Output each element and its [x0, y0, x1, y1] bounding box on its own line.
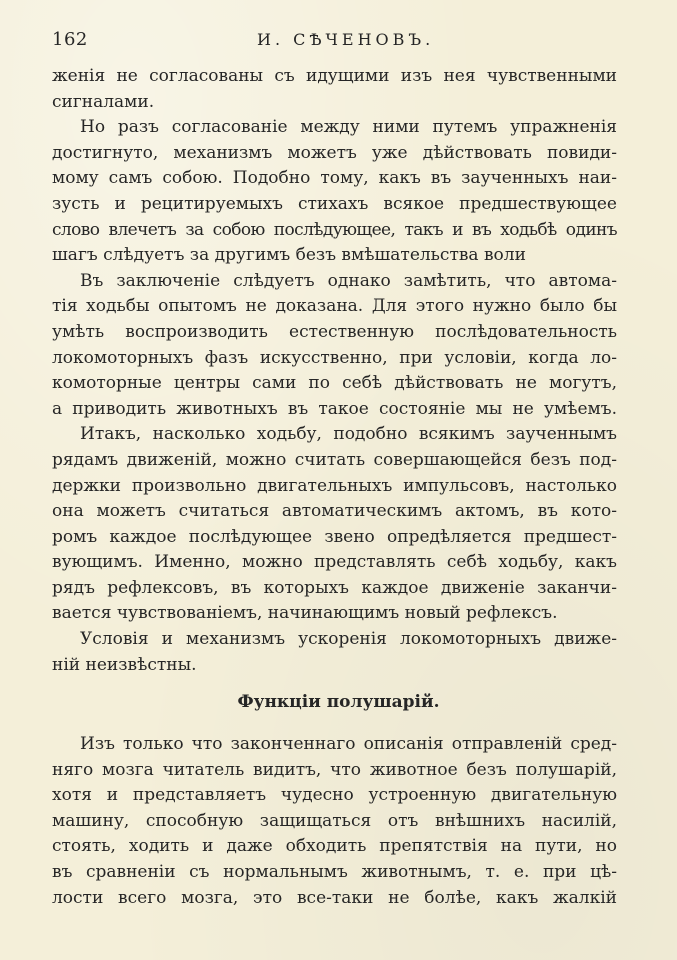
text-line: стоять, ходить и даже обходить препятствія на пути, но — [52, 836, 617, 857]
paragraph — [52, 269, 617, 423]
paragraph — [52, 627, 617, 678]
paragraph — [52, 115, 617, 269]
text-line: вается чувствованіемъ, начинающимъ новый рефлексъ. — [52, 603, 558, 624]
section-text — [52, 732, 617, 911]
main-text — [52, 64, 617, 678]
text-line: вующимъ. Именно, можно представлять себѣ ходьбу, какъ — [52, 552, 617, 573]
paragraph — [52, 64, 617, 115]
page-header — [52, 26, 617, 54]
text-line: Условія и механизмъ ускоренія локомоторныхъ движе- — [80, 629, 617, 650]
paragraph — [52, 422, 617, 627]
text-line: женія не согласованы съ идущими изъ нея чувственными — [52, 66, 617, 86]
text-line: рядамъ движеній, можно считать совершающейся безъ под- — [52, 449, 617, 470]
text-line: машину, способную защищаться отъ внѣшнихъ насилій, — [52, 810, 617, 831]
text-line: Изъ только что законченнаго описанія отправленій сред- — [80, 734, 617, 754]
text-line: сигналами. — [52, 91, 155, 112]
text-line: хотя и представляетъ чудесно устроенную двигательную — [52, 785, 617, 806]
text-line: Въ заключеніе слѣдуетъ однако замѣтить, что автома- — [80, 270, 617, 291]
running-head: И. СѢЧЕНОВЪ. — [257, 30, 435, 49]
text-line: локомоторныхъ фазъ искусственно, при условіи, когда ло- — [52, 347, 617, 368]
text-line: достигнуто, механизмъ можетъ уже дѣйствовать повиди- — [52, 142, 617, 163]
text-line: держки произвольно двигательныхъ импульсовъ, настолько — [52, 475, 617, 496]
text-line: тія ходьбы опытомъ не доказана. Для этого нужно было бы — [52, 296, 617, 317]
text-line: лости всего мозга, это все-таки не болѣе, какъ жалкій — [52, 887, 617, 908]
text-line: слово влечетъ за собою послѣдующее, такъ и въ ходьбѣ одинъ — [52, 219, 617, 240]
text-line: умѣть воспроизводить естественную послѣдовательность — [52, 321, 617, 342]
text-line: комоторные центры сами по себѣ дѣйствовать не могутъ, — [52, 373, 617, 394]
text-line: а приводить животныхъ въ такое состояніе мы не умѣемъ. — [52, 398, 617, 419]
text-line: няго мозга читатель видитъ, что животное безъ полушарій, — [52, 759, 617, 780]
text-line: она можетъ считаться автоматическимъ актомъ, въ кото- — [52, 501, 617, 522]
text-line: Итакъ, насколько ходьбу, подобно всякимъ заученнымъ — [80, 424, 617, 445]
text-line: въ сравненіи съ нормальнымъ животнымъ, т. е. при цѣ- — [52, 861, 617, 882]
text-line: Но разъ согласованіе между ними путемъ упражненія — [80, 117, 617, 138]
section-title: Функціи полушарій. — [237, 692, 440, 712]
text-line: ромъ каждое послѣдующее звено опредѣляется предшест- — [52, 526, 617, 547]
text-line: мому самъ собою. Подобно тому, какъ въ заученныхъ наи- — [52, 168, 617, 189]
text-line: рядъ рефлексовъ, въ которыхъ каждое движеніе заканчи- — [52, 577, 617, 598]
text-line: зусть и рецитируемыхъ стихахъ всякое предшествующее — [52, 193, 617, 214]
text-line: шагъ слѣдуетъ за другимъ безъ вмѣшательства воли — [52, 245, 526, 266]
page-number: 162 — [52, 29, 88, 50]
paragraph — [52, 732, 617, 911]
text-line: ній неизвѣстны. — [52, 654, 197, 675]
